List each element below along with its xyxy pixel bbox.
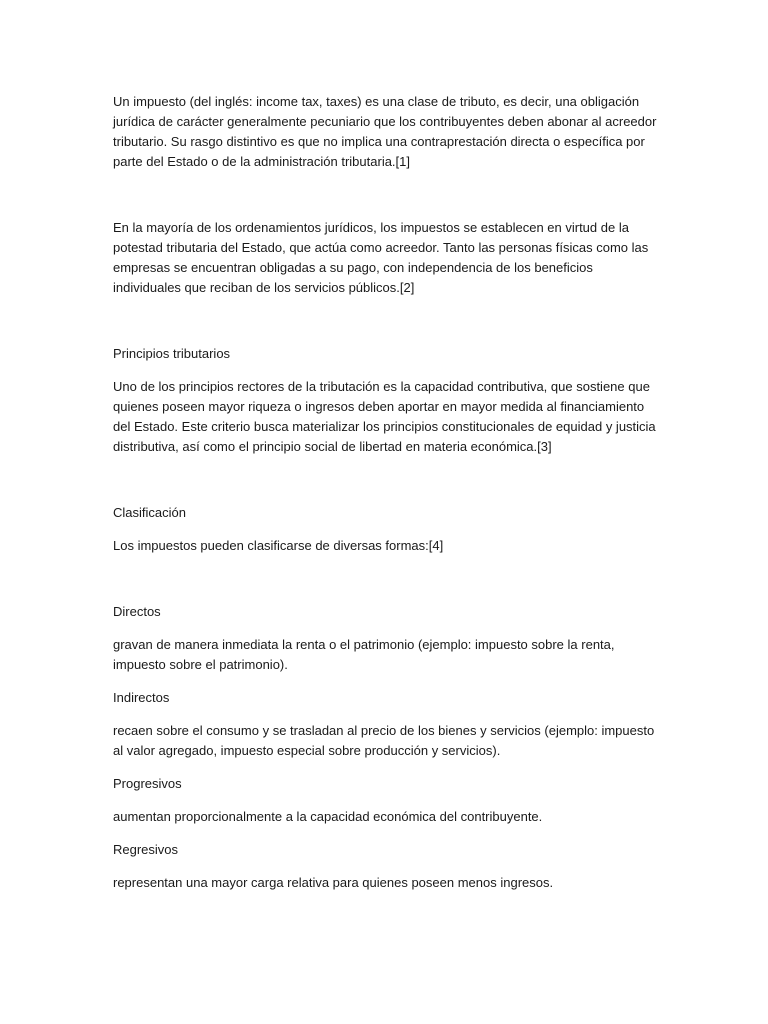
paragraph-potestad: En la mayoría de los ordenamientos jurídicos, los impuestos se establecen en virtud de la potestad tributaria del Estado, que actúa como acreedor. Tanto las personas físicas como las empresas se encuentran obligadas a su pago, con independencia de los beneficios individuales que reciban de los servicios públicos.[2] xyxy=(113,220,649,295)
term-regresivos: Regresivos xyxy=(113,842,179,857)
heading-clasificacion: Clasificación xyxy=(113,505,186,520)
paragraph-definition: Un impuesto (del inglés: income tax, taxes) es una clase de tributo, es decir, una obligación jurídica de carácter generalmente pecuniario que los contribuyentes deben abonar al acreedor tributario. Su rasgo distintivo es que no implica una contraprestación directa o específica por parte del Estado o de la administración tributaria.[1] xyxy=(113,94,657,169)
heading-principios: Principios tributarios xyxy=(113,346,231,361)
definition-progresivos: aumentan proporcionalmente a la capacidad económica del contribuyente. xyxy=(113,809,543,824)
definition-directos: gravan de manera inmediata la renta o el patrimonio (ejemplo: impuesto sobre la renta, impuesto sobre el patrimonio). xyxy=(113,637,615,672)
definition-indirectos: recaen sobre el consumo y se trasladan al precio de los bienes y servicios (ejemplo: impuesto al valor agregado, impuesto especial sobre producción y servicios). xyxy=(113,723,655,758)
term-indirectos: Indirectos xyxy=(113,690,170,705)
term-progresivos: Progresivos xyxy=(113,776,182,791)
term-directos: Directos xyxy=(113,604,161,619)
document-body xyxy=(113,92,658,893)
definition-regresivos: representan una mayor carga relativa para quienes poseen menos ingresos. xyxy=(113,875,554,890)
paragraph-clasificacion-intro: Los impuestos pueden clasificarse de diversas formas:[4] xyxy=(113,538,444,553)
paragraph-principios: Uno de los principios rectores de la tributación es la capacidad contributiva, que sostiene que quienes poseen mayor riqueza o ingresos deben aportar en mayor medida al financiamiento del Estado. Este criterio busca materializar los principios constitucionales de equidad y justicia distributiva, así como el principio social de libertad en materia económica.[3] xyxy=(113,379,656,454)
